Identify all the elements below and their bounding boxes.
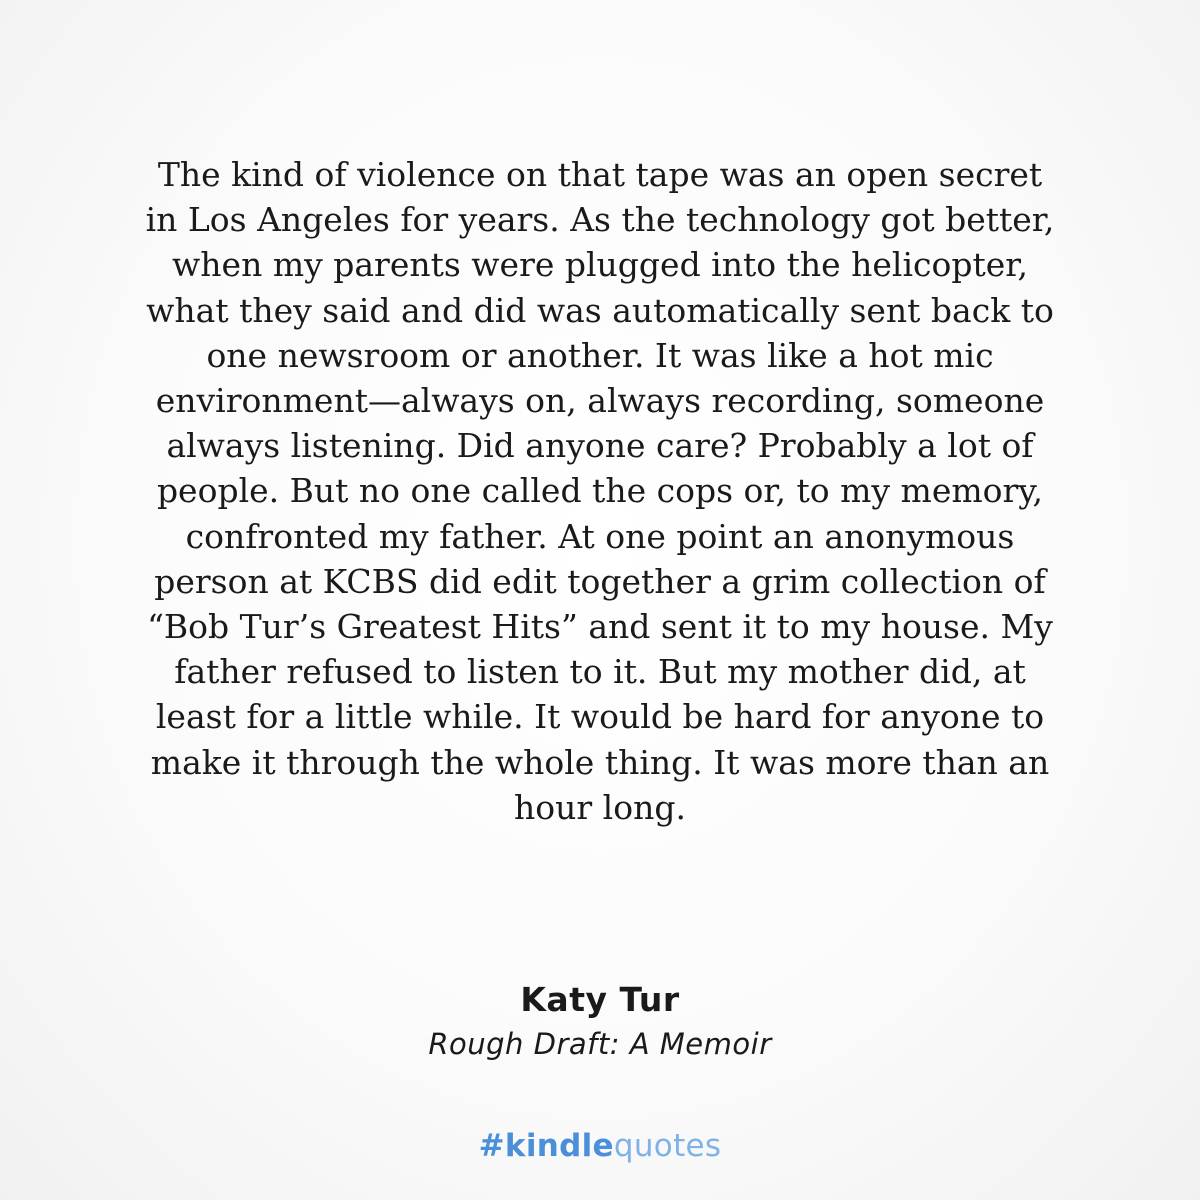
quote-line: “Bob Tur’s Greatest Hits” and sent it to my house. My — [147, 607, 1053, 647]
quote-line: father refused to listen to it. But my mother did, at — [174, 652, 1026, 692]
book-title: Rough Draft: A Memoir — [428, 1027, 772, 1061]
quote-line: when my parents were plugged into the helicopter, — [172, 245, 1028, 285]
quote-text — [70, 152, 1130, 830]
quote-line: people. But no one called the cops or, to my memory, — [156, 471, 1044, 511]
quote-line: what they said and did was automatically sent back to — [146, 290, 1054, 330]
author-name: Katy Tur — [520, 980, 680, 1019]
quote-line: person at KCBS did edit together a grim collection of — [154, 561, 1046, 601]
quote-line: confronted my father. At one point an anonymous — [185, 516, 1015, 556]
quote-line: one newsroom or another. It was like a hot mic — [206, 335, 994, 375]
quote-line: least for a little while. It would be hard for anyone to — [155, 697, 1045, 737]
quote-line: in Los Angeles for years. As the technology got better, — [145, 200, 1055, 240]
quote-line: make it through the whole thing. It was more than an — [150, 742, 1050, 782]
quote-line: hour long. — [514, 787, 686, 827]
quote-line: always listening. Did anyone care? Probably a lot of — [166, 426, 1034, 466]
quote-line: environment—always on, always recording, someone — [155, 381, 1045, 421]
hashtag-prefix: #kindle — [478, 1128, 614, 1164]
kindle-quotes-hashtag — [0, 1124, 1200, 1168]
hashtag-suffix: quotes — [613, 1128, 722, 1164]
quote-line: The kind of violence on that tape was an open secret — [157, 155, 1043, 194]
